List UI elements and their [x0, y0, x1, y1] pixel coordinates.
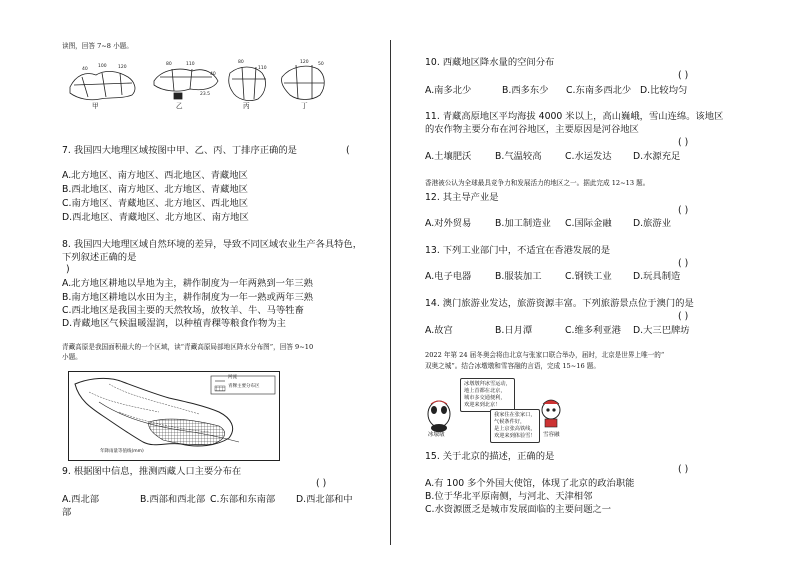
map-bing [229, 67, 266, 101]
regions-map-strip [62, 55, 332, 115]
svg-text:120: 120 [300, 60, 309, 65]
q9-stem: 9. 根据图中信息，推测西藏人口主要分布在 [62, 466, 242, 477]
q11-stem-line1: 11. 青藏高原地区平均海拔 4000 米以上，高山巍峨，雪山连绵。该地区 [425, 111, 724, 122]
q13-stem: 13. 下列工业部门中，不适宜在香港发展的是 [425, 245, 611, 256]
svg-text:23.5: 23.5 [200, 92, 211, 97]
q15-option-b[interactable]: B.位于华北平原南侧，与河北、天津相邻 [425, 491, 593, 502]
q11-option-b[interactable]: B.气温较高 [495, 151, 542, 162]
q14-answer-paren[interactable]: ( ) [678, 311, 689, 322]
q10-answer-paren[interactable]: ( ) [678, 70, 689, 81]
q11-stem-line2: 的农作物主要分布在河谷地区，主要原因是河谷地区 [425, 124, 639, 135]
map-label-yi: 乙 [176, 102, 183, 110]
bubble2-line1: 我家住在张家口， [494, 412, 536, 418]
q13-option-a[interactable]: A.电子电器 [425, 271, 472, 282]
q12-option-c[interactable]: C.国际金融 [565, 218, 612, 229]
q12-stem: 12. 其主导产业是 [425, 192, 499, 203]
q7-stem: 7. 我国四大地理区域按图中甲、乙、丙、丁排序正确的是 [62, 145, 297, 156]
q7-option-c[interactable]: C.南方地区、青藏地区、北方地区、西北地区 [62, 198, 249, 209]
map-ding [281, 65, 324, 100]
q14-option-d[interactable]: D.大三巴牌坊 [633, 325, 690, 336]
q14-option-a[interactable]: A.故宫 [425, 325, 453, 336]
q13-option-d[interactable]: D.玩具制造 [633, 271, 681, 282]
q9-option-d-wrap: 部 [62, 507, 72, 518]
q7-answer-paren[interactable]: ( [346, 145, 350, 156]
legend-river: 河流 [228, 375, 237, 380]
q10-option-a[interactable]: A.南多北少 [425, 85, 472, 96]
q15-option-a[interactable]: A.有 100 多个外国大使馆，体现了北京的政治职能 [425, 478, 635, 489]
bing-dwen-dwen-figure [428, 401, 450, 432]
q9-option-b[interactable]: B.西部和西北部 [140, 494, 206, 505]
legend-barley: 青稞主要分布区 [228, 384, 260, 389]
regions-map-svg [62, 55, 332, 115]
q8-option-c[interactable]: C.西北地区是我国主要的天然牧场，放牧羊、牛、马等牲畜 [62, 305, 304, 316]
q9-option-c[interactable]: C.东部和东南部 [210, 494, 276, 505]
intro-15-16-line1: 2022 年第 24 届冬奥会将由北京与张家口联合举办，届时，北京是世界上唯一的“ [425, 351, 665, 359]
q10-option-c[interactable]: C.东南多西北少 [566, 85, 632, 96]
bubble1-line2: 地上首都在北京， [464, 388, 506, 394]
mascot2-name: 雪容融 [543, 432, 560, 438]
q11-option-a[interactable]: A.土壤肥沃 [425, 151, 472, 162]
intro-12-13: 香港被公认为全球最具竞争力和发展活力的地区之一。据此完成 12~13 题。 [425, 179, 650, 187]
q14-option-b[interactable]: B.日月潭 [495, 325, 533, 336]
bubble1-line1: 冰墩墩拜冰雪运动， [464, 381, 511, 387]
q10-option-d[interactable]: D.比较均匀 [640, 85, 688, 96]
bubble2-line4: 欢迎来到体验雪！ [494, 433, 536, 439]
q15-stem: 15. 关于北京的描述，正确的是 [425, 451, 555, 462]
svg-text:40: 40 [82, 67, 88, 72]
q7-option-d[interactable]: D.西北地区、青藏地区、北方地区、南方地区 [62, 212, 249, 223]
q10-stem: 10. 西藏地区降水量的空间分布 [425, 57, 555, 68]
q13-option-b[interactable]: B.服装加工 [495, 271, 542, 282]
q11-option-c[interactable]: C.水运发达 [565, 151, 612, 162]
q15-option-c[interactable]: C.水资源匮乏是城市发展面临的主要问题之一 [425, 504, 612, 515]
intro-9-10-line1: 青藏高原是我国面积最大的一个区域，读“青藏高原局部地区降水分布图”，回答 9~10 [62, 343, 314, 351]
q8-stem-line2: 下列叙述正确的是 [62, 252, 137, 263]
q11-option-d[interactable]: D.水源充足 [633, 151, 681, 162]
svg-text:80: 80 [166, 62, 172, 67]
bubble1-line3: 城市多交通便利， [464, 395, 506, 401]
q13-option-c[interactable]: C.钢铁工业 [565, 271, 612, 282]
q8-option-d[interactable]: D.青藏地区气候温暖湿润，以种植青稞等粮食作物为主 [62, 318, 286, 329]
q7-option-a[interactable]: A.北方地区、南方地区、西北地区、青藏地区 [62, 170, 248, 181]
q13-answer-paren[interactable]: ( ) [678, 258, 689, 269]
intro-7-8: 读图，回答 7~8 小题。 [62, 42, 133, 50]
q9-option-a[interactable]: A.西北部 [62, 494, 100, 505]
map-jia [70, 71, 135, 99]
bubble1-line4: 欢迎来到北京！ [464, 402, 501, 408]
q12-answer-paren[interactable]: ( ) [678, 205, 689, 216]
mascot1-name: 冰墩墩 [428, 432, 445, 438]
q12-option-a[interactable]: A.对外贸易 [425, 218, 472, 229]
column-divider [390, 40, 391, 545]
svg-text:110: 110 [258, 66, 267, 71]
q12-option-b[interactable]: B.加工制造业 [495, 218, 551, 229]
intro-15-16-line2: 双奥之城”。结合冰墩墩和雪容融的言语，完成 15~16 题。 [425, 362, 600, 370]
xue-rong-rong-speech [490, 409, 540, 443]
svg-text:50: 50 [318, 62, 324, 67]
map2-caption: 年降雨量等值线(mm) [100, 449, 144, 454]
q14-stem: 14. 澳门旅游业发达，旅游资源丰富。下列旅游景点位于澳门的是 [425, 298, 694, 309]
intro-9-10-line2: 小题。 [62, 353, 82, 361]
svg-text:40: 40 [210, 72, 216, 77]
svg-text:120: 120 [118, 65, 127, 70]
q8-answer-paren[interactable]: ) [66, 264, 70, 275]
map-label-ding: 丁 [301, 102, 308, 110]
q8-stem-line1: 8. 我国四大地理区域自然环境的差异，导致不同区域农业生产各具特色， [62, 239, 363, 250]
q7-option-b[interactable]: B.西北地区、南方地区、北方地区、青藏地区 [62, 184, 248, 195]
svg-text:80: 80 [238, 60, 244, 65]
q10-option-b[interactable]: B.西多东少 [502, 85, 549, 96]
q8-option-b[interactable]: B.南方地区耕地以水田为主，耕作制度为一年一熟或两年三熟 [62, 292, 314, 303]
map-label-jia: 甲 [92, 102, 99, 110]
q12-option-d[interactable]: D.旅游业 [633, 218, 672, 229]
q15-answer-paren[interactable]: ( ) [678, 464, 689, 475]
q9-option-d[interactable]: D.西北部和中 [296, 494, 353, 505]
bing-dwen-dwen-speech [460, 378, 515, 412]
bubble2-line2: 气候条件好， [494, 419, 526, 425]
xue-rong-rong-figure [542, 400, 560, 427]
q14-option-c[interactable]: C.维多利亚港 [565, 325, 621, 336]
svg-text:100: 100 [98, 64, 107, 69]
map-label-bing: 丙 [243, 102, 250, 110]
q8-option-a[interactable]: A.北方地区耕地以旱地为主，耕作制度为一年两熟到一年三熟 [62, 278, 313, 289]
q11-answer-paren[interactable]: ( ) [678, 137, 689, 148]
svg-text:110: 110 [186, 62, 195, 67]
bubble2-line3: 是上京张高铁线， [494, 426, 536, 432]
q9-answer-paren[interactable]: ( ) [316, 478, 327, 489]
